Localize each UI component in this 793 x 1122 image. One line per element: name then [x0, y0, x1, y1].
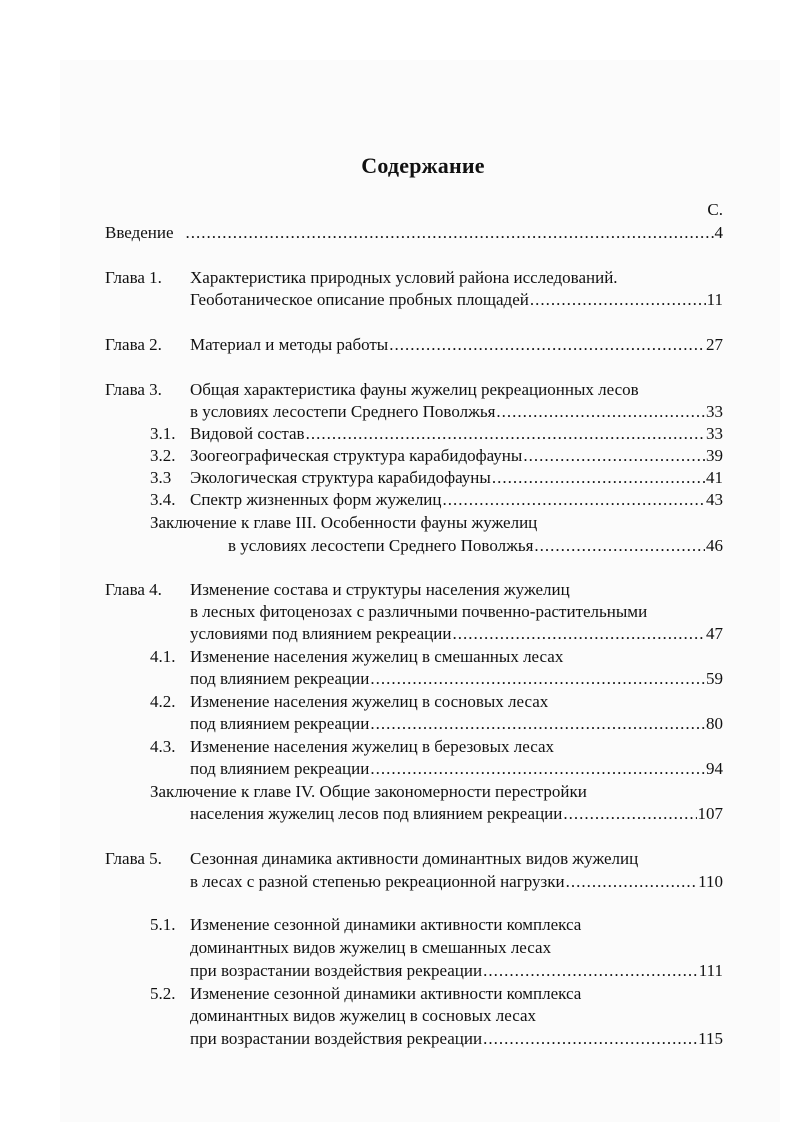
toc-entry-intro[interactable] — [105, 222, 723, 244]
leader-dots — [483, 960, 698, 982]
chapter-title: Характеристика природных условий района исследований. — [190, 268, 618, 287]
chapter-label: Глава 4. — [105, 580, 162, 599]
toc-entry-chapter5[interactable] — [190, 871, 723, 893]
toc-entry-section[interactable] — [190, 1028, 723, 1050]
entry-title: в условиях лесостепи Среднего Поволжья — [228, 536, 534, 555]
page-column-header: С. — [707, 200, 723, 219]
section-title: Изменение населения жужелиц в березовых лесах — [190, 737, 555, 756]
page-number: 107 — [697, 804, 723, 823]
leader-dots — [370, 713, 705, 735]
entry-title: под влиянием рекреации — [190, 714, 370, 733]
leader-dots — [306, 423, 705, 445]
entry-title: Материал и методы работы — [190, 335, 389, 354]
toc-entry-section[interactable] — [190, 668, 723, 690]
entry-title: населения жужелиц лесов под влиянием рекреации — [190, 804, 563, 823]
entry-title: под влиянием рекреации — [190, 669, 370, 688]
leader-dots — [566, 871, 698, 893]
page-number: 33 — [706, 424, 723, 443]
chapter-label: Глава 5. — [105, 849, 162, 868]
chapter-title: Сезонная динамика активности доминантных видов жужелиц — [190, 849, 639, 868]
entry-title: Видовой состав — [190, 424, 305, 443]
section-number: 3.2. — [150, 446, 176, 465]
toc-entry-section[interactable] — [190, 758, 723, 780]
entry-title: под влиянием рекреации — [190, 759, 370, 778]
section-number: 5.1. — [150, 915, 176, 934]
leader-dots — [370, 668, 705, 690]
leader-dots — [534, 535, 705, 557]
page-number: 46 — [706, 536, 723, 555]
section-title: Изменение сезонной динамики активности комплекса — [190, 984, 582, 1003]
entry-title: Экологическая структура карабидофауны — [190, 468, 491, 487]
toc-entry-chapter4[interactable] — [190, 623, 723, 645]
section-number: 3.1. — [150, 424, 176, 443]
toc-entry-conclusion[interactable] — [190, 803, 723, 825]
page-number: 39 — [706, 446, 723, 465]
leader-dots — [483, 1028, 697, 1050]
toc-entry-section[interactable] — [190, 445, 723, 467]
section-number: 4.1. — [150, 647, 176, 666]
page-number: 115 — [698, 1029, 723, 1048]
page-number: 59 — [706, 669, 723, 688]
leader-dots — [443, 489, 705, 511]
toc-entry-section[interactable] — [190, 423, 723, 445]
page-number: 47 — [706, 624, 723, 643]
entry-title: Зоогеографическая структура карабидофауны — [190, 446, 523, 465]
conclusion-title: Заключение к главе III. Особенности фауны жужелиц — [150, 513, 538, 532]
section-number: 5.2. — [150, 984, 176, 1003]
chapter-title: Изменение состава и структуры населения жужелиц — [190, 580, 570, 599]
page-title: Содержание — [361, 153, 485, 178]
page-number: 41 — [706, 468, 723, 487]
leader-dots — [389, 334, 705, 356]
page-number: 33 — [706, 402, 723, 421]
toc-entry-section[interactable] — [190, 713, 723, 735]
page-number: 4 — [714, 223, 723, 242]
toc-entry-chapter2[interactable] — [190, 334, 723, 356]
leader-dots — [563, 803, 696, 825]
toc-entry-section[interactable] — [190, 467, 723, 489]
leader-dots — [492, 467, 705, 489]
leader-dots — [523, 445, 705, 467]
toc-entry-chapter3[interactable] — [190, 401, 723, 423]
toc-entry-chapter1[interactable] — [190, 289, 723, 311]
chapter-title: в лесных фитоценозах с различными почвенно-растительными — [190, 602, 648, 621]
section-title: Изменение сезонной динамики активности комплекса — [190, 915, 582, 934]
entry-title: Геоботаническое описание пробных площадей — [190, 290, 529, 309]
entry-title: при возрастании воздействия рекреации — [190, 961, 483, 980]
leader-dots — [496, 401, 705, 423]
chapter-label: Глава 2. — [105, 335, 162, 354]
entry-title: при возрастании воздействия рекреации — [190, 1029, 483, 1048]
section-number: 4.3. — [150, 737, 176, 756]
section-title: Изменение населения жужелиц в сосновых лесах — [190, 692, 549, 711]
page-number: 94 — [706, 759, 723, 778]
chapter-label: Глава 3. — [105, 380, 162, 399]
section-number: 4.2. — [150, 692, 176, 711]
page-number: 111 — [698, 961, 723, 980]
page-number: 80 — [706, 714, 723, 733]
entry-title: в лесах с разной степенью рекреационной нагрузки — [190, 872, 565, 891]
entry-title: Введение — [105, 223, 174, 242]
section-number: 3.4. — [150, 490, 176, 509]
section-title: Изменение населения жужелиц в смешанных лесах — [190, 647, 564, 666]
section-title: доминантных видов жужелиц в сосновых лесах — [190, 1006, 537, 1025]
page-number: 27 — [706, 335, 723, 354]
page-number: 43 — [706, 490, 723, 509]
leader-dots — [452, 623, 705, 645]
leader-dots — [530, 289, 706, 311]
conclusion-title: Заключение к главе IV. Общие закономерности перестройки — [150, 782, 587, 801]
chapter-label: Глава 1. — [105, 268, 162, 287]
toc-entry-section[interactable] — [190, 960, 723, 982]
toc-entry-section[interactable] — [190, 489, 723, 511]
section-title: доминантных видов жужелиц в смешанных лесах — [190, 938, 552, 957]
section-number: 3.3 — [150, 468, 172, 487]
leader-dots — [186, 222, 714, 244]
toc-entry-conclusion[interactable] — [228, 535, 723, 557]
entry-title: условиями под влиянием рекреации — [190, 624, 452, 643]
leader-dots — [370, 758, 705, 780]
chapter-title: Общая характеристика фауны жужелиц рекреационных лесов — [190, 380, 639, 399]
page-number: 11 — [706, 290, 723, 309]
page-number: 110 — [698, 872, 723, 891]
entry-title: Спектр жизненных форм жужелиц — [190, 490, 442, 509]
entry-title: в условиях лесостепи Среднего Поволжья — [190, 402, 496, 421]
